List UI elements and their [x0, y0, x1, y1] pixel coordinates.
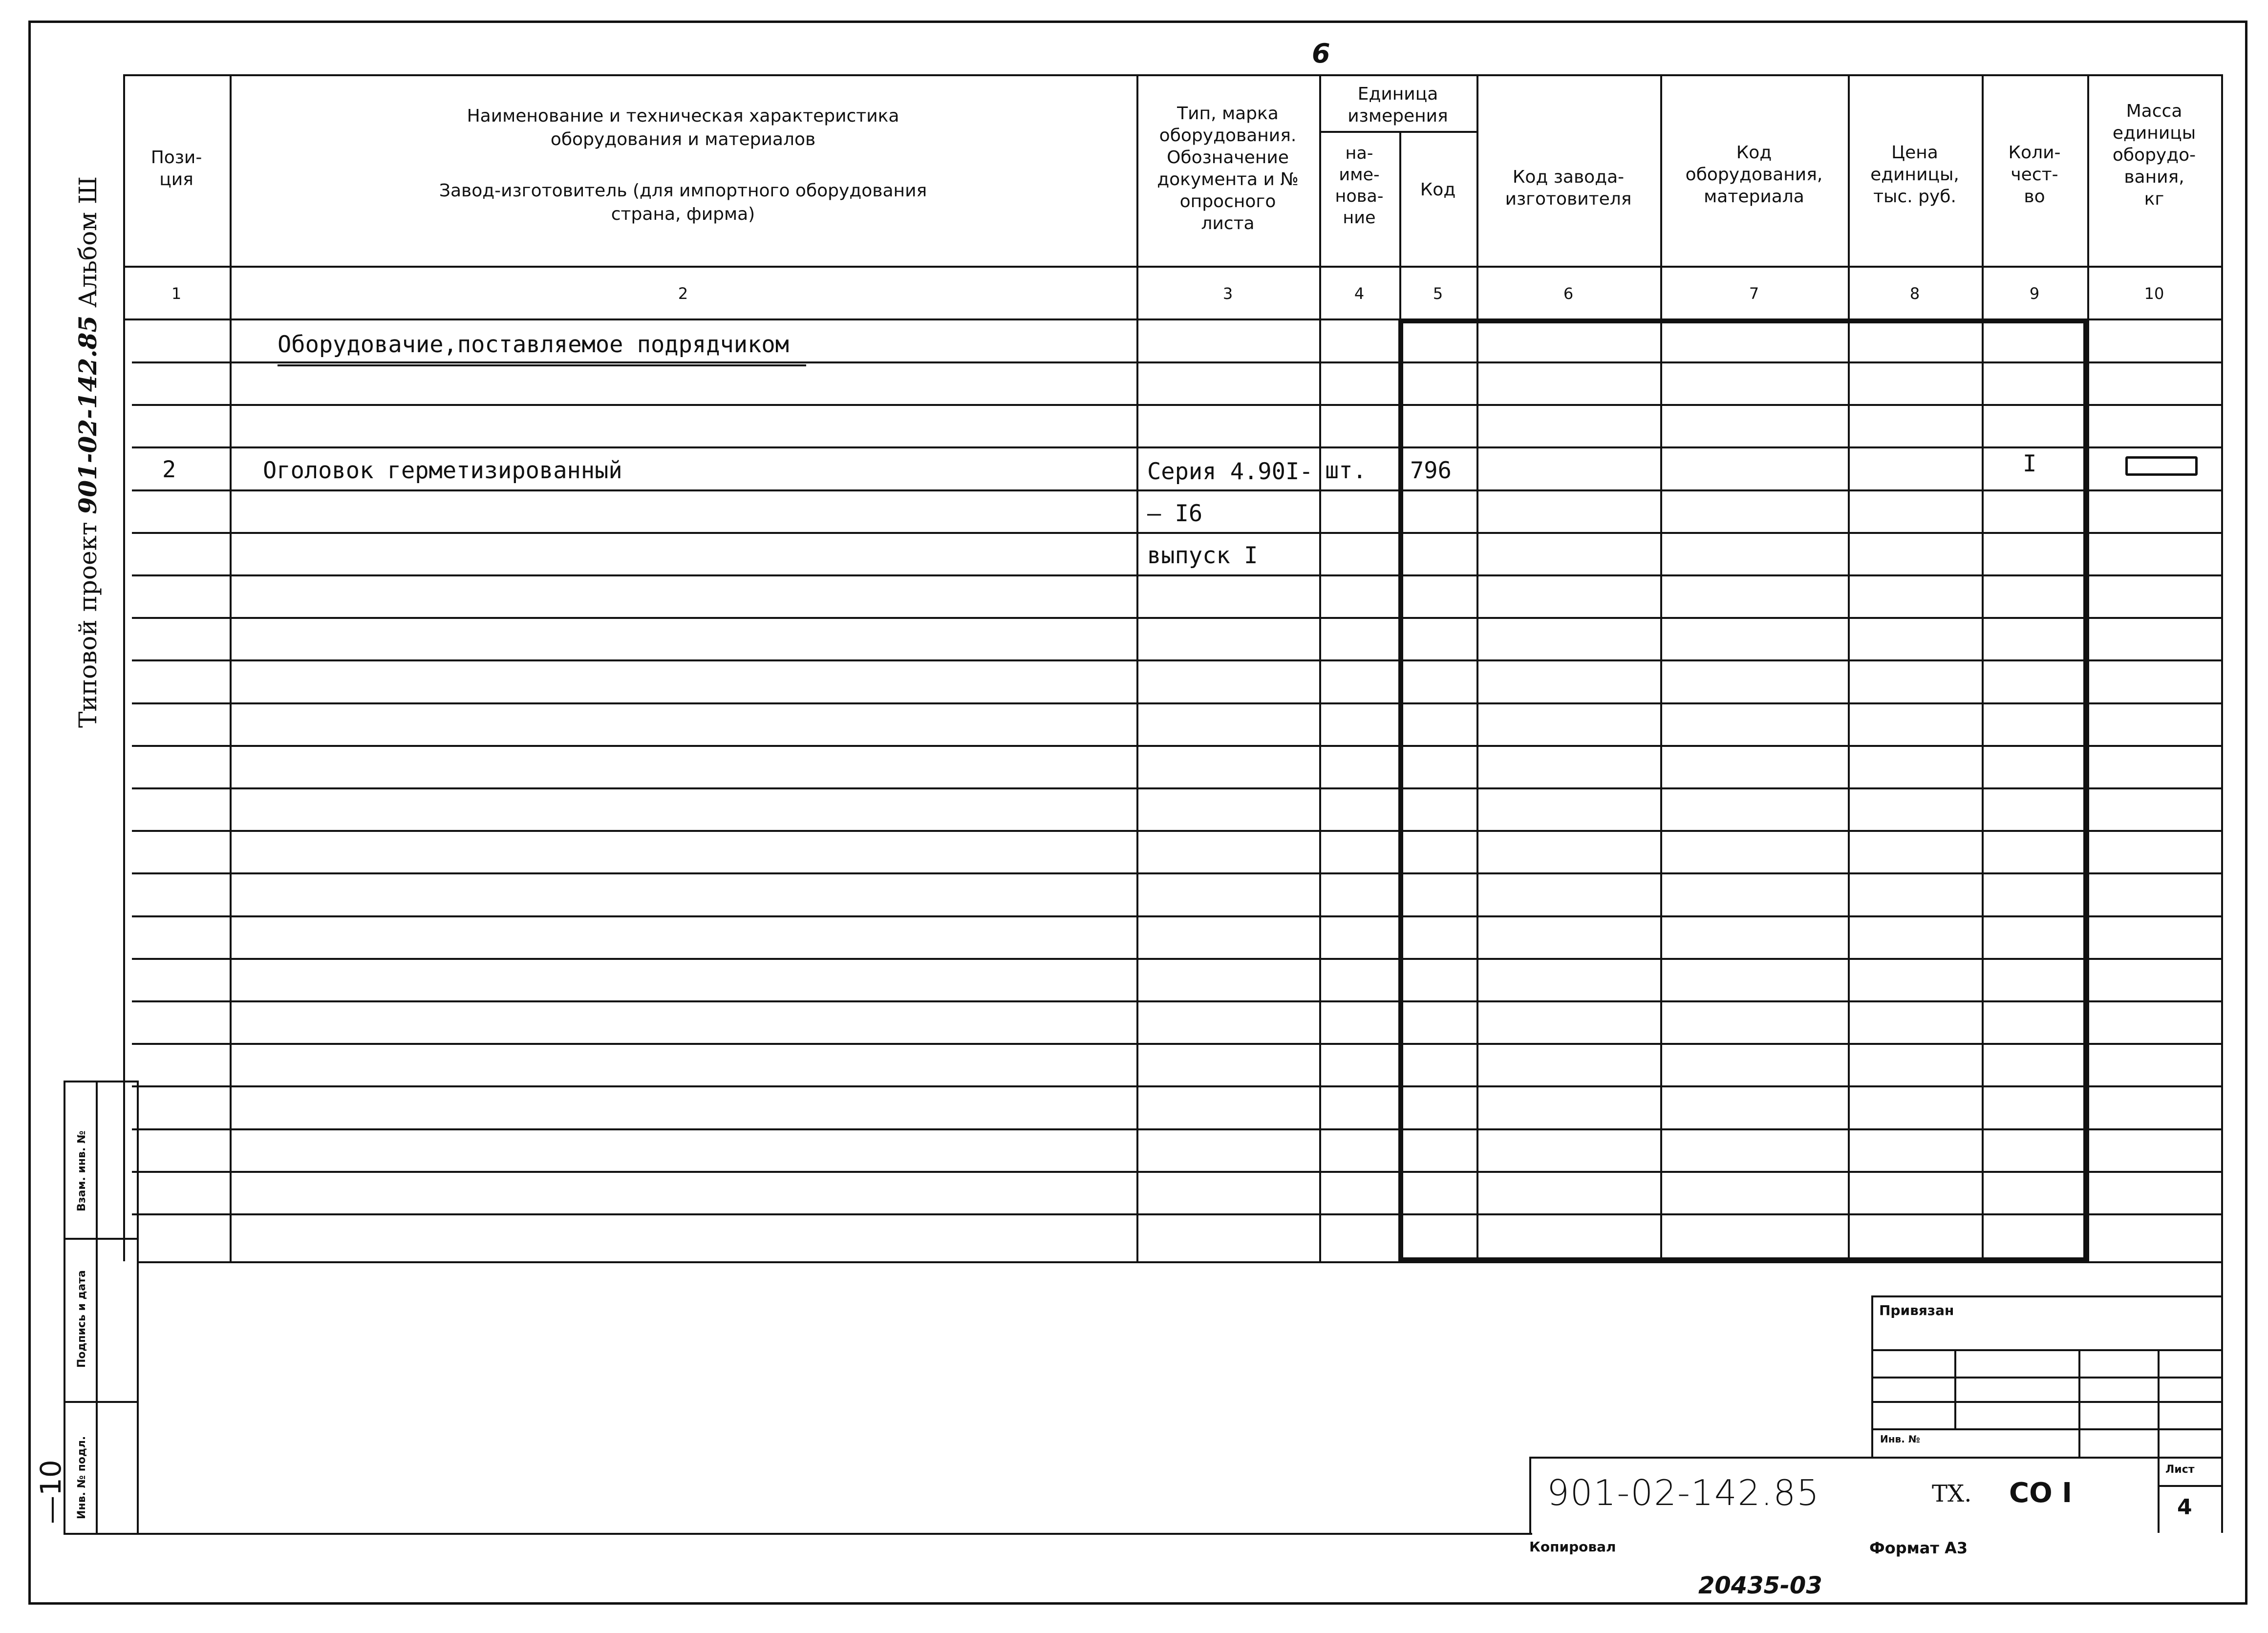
tb-format: Формат А3 — [1869, 1539, 1968, 1557]
table-row-line — [132, 872, 2221, 874]
tb-row-2 — [1871, 1377, 2221, 1379]
stamp-sheet-num: —10 — [34, 1460, 67, 1524]
tb-sheet-number: 4 — [2177, 1495, 2192, 1520]
unit-group-divider — [1319, 131, 1476, 133]
tb-kopiroval: Копировал — [1529, 1539, 1616, 1555]
header-name-line3: Завод-изготовитель (для импортного оборудования — [439, 181, 927, 201]
page-top-mark: 6 — [1312, 38, 1330, 69]
stamp-vzam: Взам. инв. № — [76, 1130, 88, 1211]
table-bottom-border — [137, 1261, 2221, 1263]
tb-row-3 — [1871, 1401, 2221, 1403]
table-row-line — [132, 574, 2221, 576]
table-row-line — [132, 361, 2221, 363]
tb-sheet-code: СО I — [2009, 1477, 2073, 1509]
tb-doc-code: 901-02-142.85 — [1547, 1472, 1820, 1513]
tb-sheet-label: Лист — [2165, 1463, 2195, 1476]
row-type-2: – I6 — [1147, 500, 1203, 527]
table-right-border — [2221, 74, 2223, 1261]
header-name-line4: страна, фирма) — [611, 204, 755, 224]
col-sep-8 — [1982, 74, 1984, 1261]
table-top-border — [123, 74, 2221, 76]
colnum-5: 5 — [1433, 284, 1443, 303]
tb-row-4 — [1871, 1428, 2221, 1430]
side-title — [73, 176, 102, 728]
table-row-line — [132, 915, 2221, 917]
mass-box — [2125, 456, 2198, 476]
tb-col-1 — [1954, 1349, 1956, 1428]
table-row-line — [132, 702, 2221, 704]
table-row-line — [132, 745, 2221, 747]
tb-main-left — [1529, 1457, 1531, 1533]
row-name: Оголовок герметизированный — [263, 457, 622, 484]
colnum-7: 7 — [1749, 284, 1759, 303]
row-unit: шт. — [1325, 457, 1367, 484]
header-unit-name: на- име- нова- ние — [1335, 144, 1384, 228]
colnum-4: 4 — [1354, 284, 1365, 303]
stamp-podpis: Подпись и дата — [76, 1270, 88, 1368]
header-bottom-border — [123, 266, 2221, 268]
bottom-left-line — [137, 1533, 1532, 1535]
table-row-line — [132, 617, 2221, 619]
row-position: 2 — [162, 456, 176, 483]
header-price: Цена единицы, тыс. руб. — [1870, 143, 1959, 207]
section-title-underline — [278, 364, 806, 366]
col-sep-3 — [1319, 74, 1321, 1261]
bottom-code: 20435-03 — [1698, 1572, 1822, 1599]
thick-right — [2083, 318, 2088, 1261]
tb-col-3 — [2158, 1349, 2160, 1533]
table-row-line — [132, 787, 2221, 789]
row-type-1: Серия 4.90I- — [1147, 458, 1313, 485]
table-row-line — [132, 958, 2221, 960]
tb-right — [2221, 1261, 2223, 1533]
tb-mark: ТХ. — [1932, 1480, 1972, 1507]
col-sep-7 — [1848, 74, 1850, 1261]
row-quantity: I — [2023, 450, 2037, 477]
header-type: Тип, марка оборудования. Обозначение документа и № опросного листа — [1157, 104, 1299, 233]
thick-top — [1398, 318, 2088, 323]
header-unit-group: Единица измерения — [1348, 84, 1448, 126]
tb-col-2 — [2078, 1349, 2080, 1457]
table-row-line — [132, 659, 2221, 661]
header-quantity: Коли- чест- во — [2008, 143, 2061, 207]
tb-privyazan: Привязан — [1879, 1302, 1954, 1318]
stamp-inv: Инв. № подл. — [76, 1436, 88, 1519]
colnum-10: 10 — [2144, 284, 2164, 303]
stamp-divider-2 — [64, 1401, 137, 1403]
col-sep-6 — [1660, 74, 1662, 1261]
stamp-inner-border — [96, 1081, 98, 1533]
colnum-3: 3 — [1222, 284, 1233, 303]
stamp-right-border — [137, 1081, 139, 1533]
header-factory-code: Код завода- изготовителя — [1505, 167, 1632, 209]
tb-inv-no: Инв. № — [1880, 1433, 1920, 1445]
colnum-1: 1 — [171, 284, 182, 303]
header-name-line1: Наименование и техническая характеристика — [467, 106, 899, 126]
table-row-line — [132, 1128, 2221, 1130]
colnum-8: 8 — [1909, 284, 1920, 303]
colnum-6: 6 — [1563, 284, 1574, 303]
tb-main-top — [1529, 1457, 2221, 1459]
thick-left — [1398, 318, 1403, 1261]
tb-top — [1871, 1295, 2221, 1297]
tb-row-1 — [1871, 1349, 2221, 1351]
tb-left-upper — [1871, 1295, 1873, 1457]
table-row-line — [132, 532, 2221, 534]
row-type-3: выпуск I — [1147, 542, 1258, 569]
side-title-code: 901-02-142.85 — [73, 315, 102, 514]
header-position: Пози- ция — [150, 148, 202, 190]
section-title: Оборудовачие,поставляемое подрядчиком — [278, 331, 789, 358]
stamp-bottom — [64, 1533, 137, 1535]
col-sep-1 — [230, 74, 232, 1261]
side-title-suffix: Альбом Ш — [74, 176, 102, 316]
table-row-line — [132, 404, 2221, 406]
header-unit-code: Код — [1420, 180, 1456, 200]
colnum-9: 9 — [2029, 284, 2040, 303]
row-unit-code: 796 — [1410, 457, 1452, 484]
table-row-line — [132, 1043, 2221, 1045]
table-left-border — [123, 74, 125, 1261]
table-row-line — [132, 1085, 2221, 1087]
tb-sheet-divider — [2158, 1485, 2221, 1487]
col-sep-5 — [1476, 74, 1478, 1261]
header-name-line2: оборудования и материалов — [550, 129, 816, 149]
table-row-line — [132, 830, 2221, 832]
table-row-line — [132, 489, 2221, 491]
colnum-2: 2 — [678, 284, 688, 303]
table-row-line — [132, 446, 2221, 448]
header-mass: Масса единицы оборудо- вания, кг — [2112, 101, 2196, 209]
stamp-top — [64, 1081, 137, 1082]
table-row-line — [132, 1213, 2221, 1215]
header-equipment-code: Код оборудования, материала — [1685, 143, 1823, 207]
table-row-line — [132, 1000, 2221, 1002]
col-sep-2 — [1136, 74, 1138, 1261]
side-title-prefix: Типовой проект — [74, 514, 102, 728]
stamp-divider-1 — [64, 1238, 137, 1240]
table-row-line — [132, 1171, 2221, 1173]
